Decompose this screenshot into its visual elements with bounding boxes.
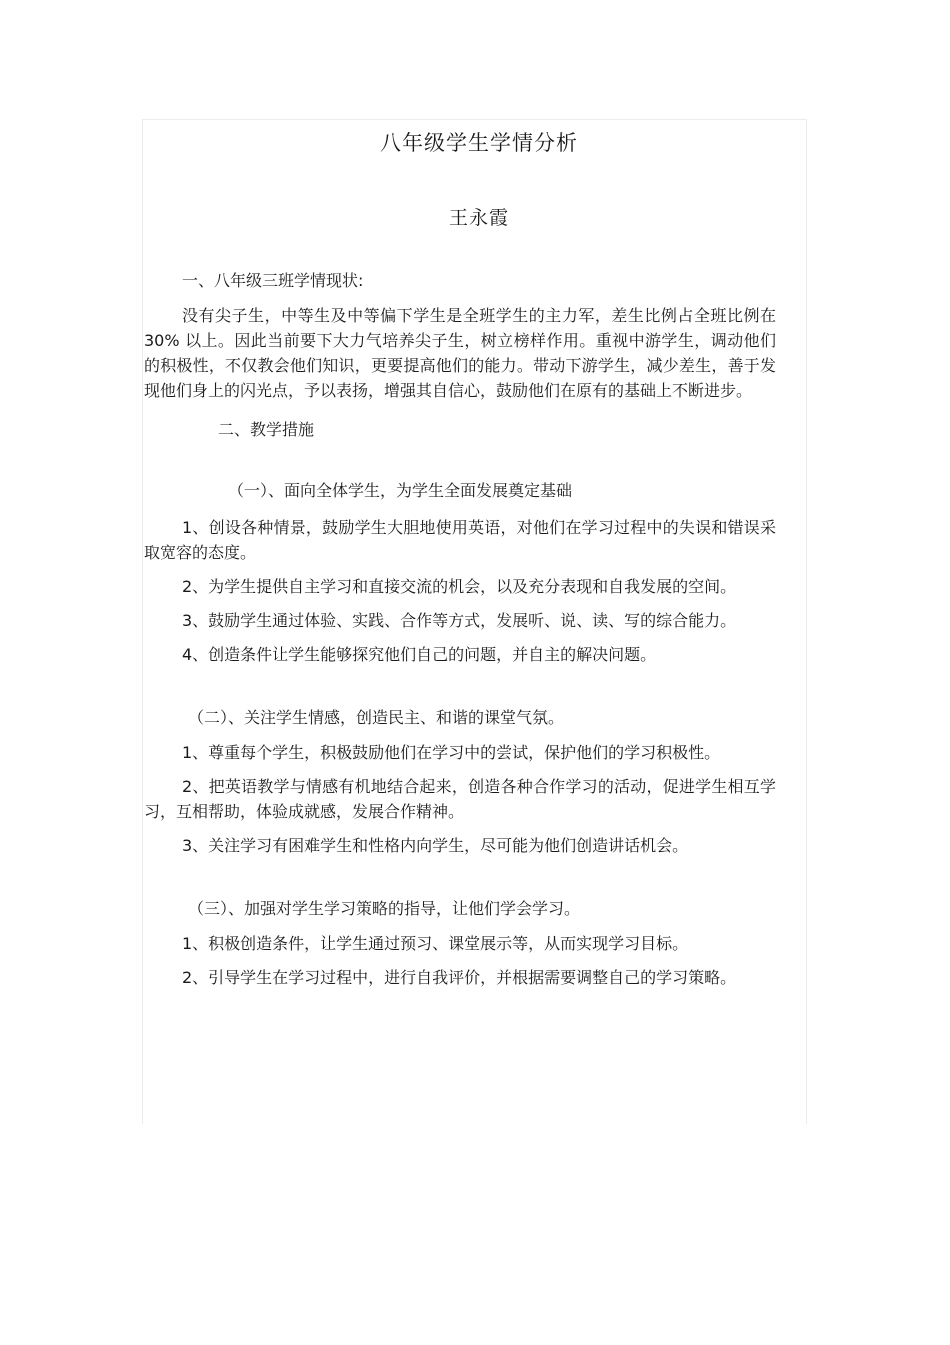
subsection-heading-3: （三）、加强对学生学习策略的指导，让他们学会学习。 xyxy=(188,899,581,918)
list-item: 1、创设各种情景，鼓励学生大胆地使用英语，对他们在学习过程中的失误和错误采取宽容的态度。 xyxy=(144,518,776,562)
list-item: 3、鼓励学生通过体验、实践、合作等方式，发展听、说、读、写的综合能力。 xyxy=(182,611,737,630)
subsection-heading-2: （二）、关注学生情感，创造民主、和谐的课堂气氛。 xyxy=(188,708,565,727)
list-item: 2、为学生提供自主学习和直接交流的机会，以及充分表现和自我发展的空间。 xyxy=(182,577,737,596)
status-paragraph: 没有尖子生，中等生及中等偏下学生是全班学生的主力军，差生比例占全班比例在 30% 以上。因此当前要下大力气培养尖子生，树立榜样作用。重视中游学生，调动他们的积极性，不仅教会他们知识，更要提高他们的能力。带动下游学生，减少差生，善于发现他们身上的闪光点，予以表扬，增强其自信心，鼓励他们在原有的基础上不断进步。 xyxy=(144,306,776,400)
document-title: 八年级学生学情分析 xyxy=(380,131,578,155)
section-heading-measures: 二、教学措施 xyxy=(218,420,315,439)
list-item: 2、引导学生在学习过程中，进行自我评价，并根据需要调整自己的学习策略。 xyxy=(182,968,737,987)
list-item: 3、关注学习有困难学生和性格内向学生，尽可能为他们创造讲话机会。 xyxy=(182,836,689,855)
author-name: 王永霞 xyxy=(448,207,509,229)
list-item: 1、尊重每个学生，积极鼓励他们在学习中的尝试，保护他们的学习积极性。 xyxy=(182,743,721,762)
document-body xyxy=(144,124,776,990)
section-heading-status: 一、八年级三班学情现状: xyxy=(182,271,364,290)
list-item: 2、把英语教学与情感有机地结合起来，创造各种合作学习的活动，促进学生相互学习，互相帮助，体验成就感，发展合作精神。 xyxy=(144,777,776,821)
list-item: 1、积极创造条件，让学生通过预习、课堂展示等，从而实现学习目标。 xyxy=(182,934,689,953)
list-item: 4、创造条件让学生能够探究他们自己的问题，并自主的解决问题。 xyxy=(182,645,657,664)
subsection-heading-1: （一）、面向全体学生，为学生全面发展奠定基础 xyxy=(228,481,573,500)
